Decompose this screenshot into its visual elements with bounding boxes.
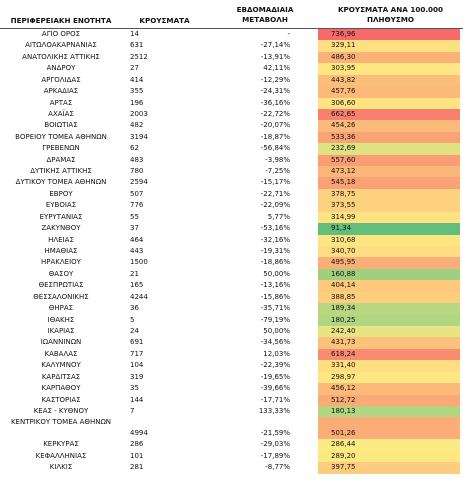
weekly-change-cell: -17,71% bbox=[260, 395, 290, 404]
table-row bbox=[0, 155, 463, 166]
rate-cell: 501,26 bbox=[318, 417, 460, 439]
region-cell: ΓΡΕΒΕΝΩΝ bbox=[42, 144, 80, 153]
weekly-change-cell: -22,39% bbox=[260, 361, 290, 370]
weekly-change-cell: -24,31% bbox=[260, 87, 290, 96]
cases-cell: 24 bbox=[130, 326, 139, 335]
weekly-change-cell: -21,59% bbox=[260, 429, 290, 438]
table-row bbox=[0, 406, 463, 417]
weekly-change-cell: 50,00% bbox=[263, 326, 290, 335]
cases-cell: 2594 bbox=[130, 178, 148, 187]
weekly-change-cell: -7,25% bbox=[265, 167, 290, 176]
header-cases-per-100k: ΚΡΟΥΣΜΑΤΑ ΑΝΑ 100.000 ΠΛΗΘΥΣΜΟ bbox=[337, 5, 444, 24]
region-cell: ΚΕΡΚΥΡΑΣ bbox=[43, 440, 79, 449]
cases-cell: 631 bbox=[130, 41, 144, 50]
table-header bbox=[0, 0, 463, 30]
region-cell: ΚΕΑΣ - ΚΥΘΝΟΥ bbox=[33, 406, 89, 415]
weekly-change-cell: -18,87% bbox=[260, 132, 290, 141]
rate-cell: 618,24 bbox=[318, 349, 460, 360]
cases-cell: 37 bbox=[130, 224, 139, 233]
region-cell: ΑΡΚΑΔΙΑΣ bbox=[43, 87, 79, 96]
cases-cell: 104 bbox=[130, 361, 144, 370]
region-cell: ΚΑΛΥΜΝΟΥ bbox=[41, 361, 81, 370]
region-cell: ΔΥΤΙΚΟΥ ΤΟΜΕΑ ΑΘΗΝΩΝ bbox=[15, 178, 107, 187]
cases-cell: 196 bbox=[130, 98, 144, 107]
weekly-change-cell: -56,84% bbox=[260, 144, 290, 153]
rate-cell: 310,68 bbox=[318, 235, 460, 246]
cases-cell: 21 bbox=[130, 269, 139, 278]
region-cell: ΗΛΕΙΑΣ bbox=[48, 235, 74, 244]
weekly-change-cell: -32,16% bbox=[260, 235, 290, 244]
table-row bbox=[0, 360, 463, 371]
region-cell: ΚΑΡΠΑΘΟΥ bbox=[41, 384, 81, 393]
region-cell: ΚΙΛΚΙΣ bbox=[49, 463, 73, 472]
cases-cell: 165 bbox=[130, 281, 144, 290]
table-row bbox=[0, 269, 463, 280]
table-row bbox=[0, 86, 463, 97]
header-region: ΠΕΡΙΦΕΡΕΙΑΚΗ ΕΝΟΤΗΤΑ bbox=[10, 16, 112, 25]
weekly-change-cell: -8,77% bbox=[265, 463, 290, 472]
weekly-change-cell: -17,89% bbox=[260, 451, 290, 460]
table-row bbox=[0, 315, 463, 326]
region-cell: ΑΧΑΪΑΣ bbox=[48, 109, 74, 118]
weekly-change-cell: 42,11% bbox=[263, 64, 290, 73]
region-cell: ΙΚΑΡΙΑΣ bbox=[47, 326, 75, 335]
cases-cell: 36 bbox=[130, 304, 139, 313]
region-cell: ΘΑΣΟΥ bbox=[48, 269, 74, 278]
table-row bbox=[0, 75, 463, 86]
table-row bbox=[0, 29, 463, 40]
table-row bbox=[0, 383, 463, 394]
cases-cell: 286 bbox=[130, 440, 144, 449]
rate-cell: 180,25 bbox=[318, 315, 460, 326]
weekly-change-cell: -18,86% bbox=[260, 258, 290, 267]
table-row bbox=[0, 372, 463, 383]
weekly-change-cell: -79,19% bbox=[260, 315, 290, 324]
weekly-change-cell: -12,29% bbox=[260, 75, 290, 84]
rate-cell: 289,20 bbox=[318, 451, 460, 462]
table-row bbox=[0, 462, 463, 473]
region-cell: ΚΑΣΤΟΡΙΑΣ bbox=[41, 395, 81, 404]
region-cell: ΚΑΡΔΙΤΣΑΣ bbox=[41, 372, 81, 381]
rate-cell: 662,65 bbox=[318, 109, 460, 120]
table-row bbox=[0, 40, 463, 51]
region-cell: ΙΩΑΝΝΙΝΩΝ bbox=[40, 338, 82, 347]
weekly-change-cell: -34,56% bbox=[260, 338, 290, 347]
table-row bbox=[0, 349, 463, 360]
cases-cell: 4244 bbox=[130, 292, 148, 301]
cases-cell: 7 bbox=[130, 406, 135, 415]
region-cell: ΗΡΑΚΛΕΙΟΥ bbox=[41, 258, 81, 267]
cases-cell: 281 bbox=[130, 463, 144, 472]
region-cell: ΑΓΙΟ ΟΡΟΣ bbox=[41, 30, 81, 38]
cases-cell: 319 bbox=[130, 372, 144, 381]
cases-cell: 1500 bbox=[130, 258, 148, 267]
rate-cell: 303,95 bbox=[318, 63, 460, 74]
region-cell: ΚΕΦΑΛΛΗΝΙΑΣ bbox=[35, 451, 87, 460]
cases-cell: 101 bbox=[130, 451, 144, 460]
table-row bbox=[0, 109, 463, 120]
rate-cell: 286,44 bbox=[318, 439, 460, 450]
rate-cell: 232,69 bbox=[318, 143, 460, 154]
table-row bbox=[0, 189, 463, 200]
rate-cell: 486,30 bbox=[318, 52, 460, 63]
cases-cell: 414 bbox=[130, 75, 144, 84]
table-row bbox=[0, 235, 463, 246]
rate-cell: 404,14 bbox=[318, 280, 460, 291]
rate-cell: 736,96 bbox=[318, 29, 460, 40]
region-cell: ΘΗΡΑΣ bbox=[48, 304, 74, 313]
cases-cell: 2512 bbox=[130, 52, 148, 61]
rate-cell: 242,40 bbox=[318, 326, 460, 337]
region-cell: ΑΡΓΟΛΙΔΑΣ bbox=[41, 75, 81, 84]
cases-cell: 780 bbox=[130, 167, 144, 176]
weekly-change-cell: 50,00% bbox=[263, 269, 290, 278]
region-cell: ΑΝΑΤΟΛΙΚΗΣ ΑΤΤΙΚΗΣ bbox=[22, 52, 100, 61]
cases-cell: 4994 bbox=[130, 429, 148, 438]
rate-cell: 388,85 bbox=[318, 292, 460, 303]
rate-cell: 533,36 bbox=[318, 132, 460, 143]
weekly-change-cell: - bbox=[287, 30, 290, 38]
cases-cell: 482 bbox=[130, 121, 144, 130]
table-row bbox=[0, 177, 463, 188]
cases-cell: 35 bbox=[130, 384, 139, 393]
weekly-change-cell: -22,72% bbox=[260, 109, 290, 118]
weekly-change-cell: -13,91% bbox=[260, 52, 290, 61]
table-row bbox=[0, 417, 463, 439]
region-cell: ΕΒΡΟΥ bbox=[49, 189, 73, 198]
table-row bbox=[0, 52, 463, 63]
region-cell: ΘΕΣΠΡΩΤΙΑΣ bbox=[38, 281, 84, 290]
cases-cell: 62 bbox=[130, 144, 139, 153]
region-cell: ΚΕΝΤΡΙΚΟΥ ΤΟΜΕΑ ΑΘΗΝΩΝ bbox=[10, 418, 112, 427]
region-cell: ΖΑΚΥΝΘΟΥ bbox=[41, 224, 81, 233]
rate-cell: 329,11 bbox=[318, 40, 460, 51]
rate-cell: 373,55 bbox=[318, 200, 460, 211]
weekly-change-cell: -19,31% bbox=[260, 247, 290, 256]
rate-cell: 557,60 bbox=[318, 155, 460, 166]
rate-cell: 473,12 bbox=[318, 166, 460, 177]
table-row bbox=[0, 120, 463, 131]
cases-cell: 717 bbox=[130, 349, 144, 358]
table-row bbox=[0, 292, 463, 303]
table-row bbox=[0, 257, 463, 268]
cases-cell: 5 bbox=[130, 315, 135, 324]
cases-cell: 443 bbox=[130, 247, 144, 256]
rate-cell: 314,99 bbox=[318, 212, 460, 223]
table-row bbox=[0, 143, 463, 154]
table-row bbox=[0, 326, 463, 337]
rate-cell: 306,60 bbox=[318, 98, 460, 109]
region-cell: ΗΜΑΘΙΑΣ bbox=[44, 247, 78, 256]
weekly-change-cell: -20,07% bbox=[260, 121, 290, 130]
rate-cell: 298,97 bbox=[318, 372, 460, 383]
cases-cell: 355 bbox=[130, 87, 144, 96]
rate-cell: 454,26 bbox=[318, 120, 460, 131]
cases-cell: 691 bbox=[130, 338, 144, 347]
table-row bbox=[0, 212, 463, 223]
rate-cell: 457,76 bbox=[318, 86, 460, 97]
weekly-change-cell: -13,16% bbox=[260, 281, 290, 290]
region-cell: ΑΝΔΡΟΥ bbox=[46, 64, 76, 73]
rate-cell: 495,95 bbox=[318, 257, 460, 268]
region-cell: ΕΥΒΟΙΑΣ bbox=[45, 201, 77, 210]
cases-cell: 2003 bbox=[130, 109, 148, 118]
table-row bbox=[0, 200, 463, 211]
weekly-change-cell: -39,66% bbox=[260, 384, 290, 393]
rate-cell: 180,13 bbox=[318, 406, 460, 417]
header-cases: ΚΡΟΥΣΜΑΤΑ bbox=[139, 16, 190, 25]
table-row bbox=[0, 98, 463, 109]
region-cell: ΑΡΤΑΣ bbox=[49, 98, 73, 107]
weekly-change-cell: -27,14% bbox=[260, 41, 290, 50]
cases-cell: 483 bbox=[130, 155, 144, 164]
rate-cell: 512,72 bbox=[318, 395, 460, 406]
table-row bbox=[0, 451, 463, 462]
rate-cell: 378,75 bbox=[318, 189, 460, 200]
table-body bbox=[0, 29, 463, 474]
table-row bbox=[0, 337, 463, 348]
weekly-change-cell: 133,33% bbox=[258, 406, 290, 415]
region-cell: ΙΘΑΚΗΣ bbox=[47, 315, 75, 324]
rate-cell: 545,18 bbox=[318, 177, 460, 188]
rate-cell: 160,88 bbox=[318, 269, 460, 280]
table-row bbox=[0, 395, 463, 406]
rate-cell: 340,70 bbox=[318, 246, 460, 257]
header-weekly-change: ΕΒΔΟΜΑΔΙΑΙΑ ΜΕΤΑΒΟΛΗ bbox=[236, 5, 294, 24]
rate-cell: 443,82 bbox=[318, 75, 460, 86]
region-cell: ΕΥΡΥΤΑΝΙΑΣ bbox=[39, 212, 83, 221]
table-row bbox=[0, 246, 463, 257]
region-cell: ΘΕΣΣΑΛΟΝΙΚΗΣ bbox=[33, 292, 89, 301]
cases-cell: 14 bbox=[130, 30, 139, 38]
weekly-change-cell: -53,16% bbox=[260, 224, 290, 233]
rate-cell: 189,34 bbox=[318, 303, 460, 314]
weekly-change-cell: -22,71% bbox=[260, 189, 290, 198]
cases-cell: 55 bbox=[130, 212, 139, 221]
weekly-change-cell: -36,16% bbox=[260, 98, 290, 107]
rate-cell: 91,34 bbox=[318, 223, 460, 234]
rate-cell: 331,40 bbox=[318, 360, 460, 371]
table-row bbox=[0, 63, 463, 74]
cases-cell: 27 bbox=[130, 64, 139, 73]
cases-cell: 3194 bbox=[130, 132, 148, 141]
region-cell: ΚΑΒΑΛΑΣ bbox=[44, 349, 78, 358]
cases-cell: 507 bbox=[130, 189, 144, 198]
region-cell: ΒΟΡΕΙΟΥ ΤΟΜΕΑ ΑΘΗΝΩΝ bbox=[15, 132, 107, 141]
cases-cell: 464 bbox=[130, 235, 144, 244]
weekly-change-cell: 12,03% bbox=[263, 349, 290, 358]
rate-cell: 431,73 bbox=[318, 337, 460, 348]
table-row bbox=[0, 280, 463, 291]
table-row bbox=[0, 303, 463, 314]
weekly-change-cell: -3,98% bbox=[265, 155, 290, 164]
table-row bbox=[0, 223, 463, 234]
region-cell: ΔΡΑΜΑΣ bbox=[46, 155, 76, 164]
region-cell: ΔΥΤΙΚΗΣ ΑΤΤΙΚΗΣ bbox=[30, 167, 92, 176]
rate-cell: 397,75 bbox=[318, 462, 460, 473]
table-row bbox=[0, 439, 463, 450]
cases-cell: 776 bbox=[130, 201, 144, 210]
weekly-change-cell: -15,86% bbox=[260, 292, 290, 301]
region-cell: ΒΟΙΩΤΙΑΣ bbox=[44, 121, 78, 130]
table-row bbox=[0, 132, 463, 143]
weekly-change-cell: 5,77% bbox=[267, 212, 290, 221]
table-row bbox=[0, 166, 463, 177]
region-cell: ΑΙΤΩΛΟΑΚΑΡΝΑΝΙΑΣ bbox=[25, 41, 97, 50]
weekly-change-cell: -35,71% bbox=[260, 304, 290, 313]
weekly-change-cell: -15,17% bbox=[260, 178, 290, 187]
weekly-change-cell: -19,65% bbox=[260, 372, 290, 381]
weekly-change-cell: -22,09% bbox=[260, 201, 290, 210]
rate-cell: 456,12 bbox=[318, 383, 460, 394]
cases-cell: 144 bbox=[130, 395, 144, 404]
weekly-change-cell: -29,03% bbox=[260, 440, 290, 449]
